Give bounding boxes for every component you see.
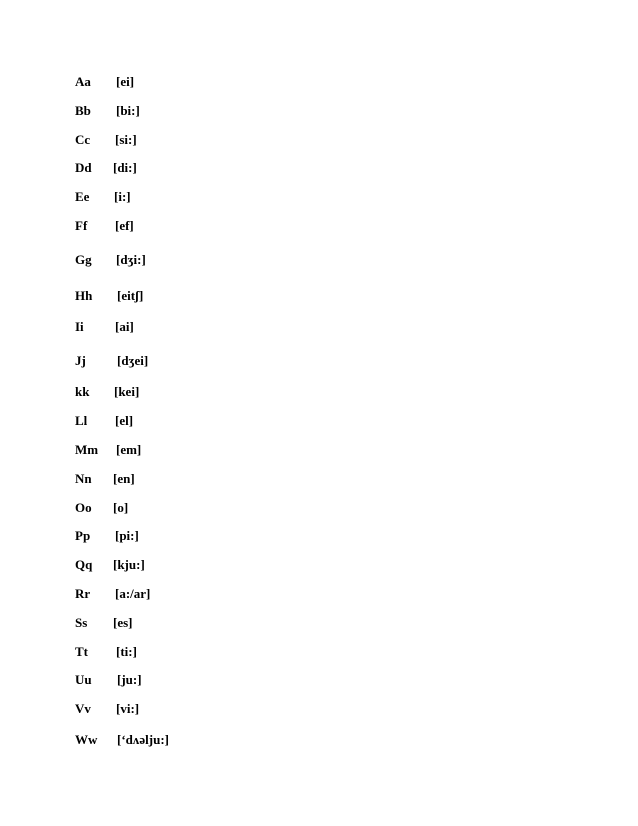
pronunciation-label: [bi:] <box>116 103 140 118</box>
letter-label: Ii <box>75 319 84 334</box>
letter-label: Nn <box>75 471 92 486</box>
letter-label: Pp <box>75 528 91 543</box>
pronunciation-label: [di:] <box>113 160 137 175</box>
letter-label: Hh <box>75 288 93 303</box>
pronunciation-label: [en] <box>113 471 135 486</box>
pronunciation-label: [kju:] <box>113 557 145 572</box>
letter-label: Ss <box>75 615 88 630</box>
pronunciation-label: [dʒei] <box>117 353 149 368</box>
letter-label: Bb <box>75 103 91 118</box>
letter-label: Aa <box>75 74 91 89</box>
pronunciation-label: [em] <box>116 442 142 457</box>
pronunciation-label: [‘dʌəlju:] <box>117 732 169 747</box>
letter-label: Jj <box>75 353 86 368</box>
pronunciation-label: [el] <box>115 413 134 428</box>
pronunciation-label: [o] <box>113 500 129 515</box>
pronunciation-label: [ti:] <box>116 644 137 659</box>
letter-label: Qq <box>75 557 93 572</box>
pronunciation-label: [vi:] <box>116 701 140 716</box>
letter-label: Rr <box>75 586 91 601</box>
pronunciation-label: [es] <box>113 615 133 630</box>
letter-label: Tt <box>75 644 88 659</box>
letter-label: kk <box>75 384 90 399</box>
letter-label: Cc <box>75 132 91 147</box>
letter-label: Dd <box>75 160 92 175</box>
letter-label: Ff <box>75 218 88 233</box>
letter-label: Ee <box>75 189 90 204</box>
letter-label: Gg <box>75 252 92 267</box>
pronunciation-label: [eitʃ] <box>117 288 144 303</box>
pronunciation-label: [pi:] <box>115 528 139 543</box>
pronunciation-label: [dʒi:] <box>116 252 146 267</box>
pronunciation-label: [i:] <box>114 189 131 204</box>
pronunciation-label: [ef] <box>115 218 134 233</box>
letter-label: Mm <box>75 442 99 457</box>
pronunciation-label: [a:/ar] <box>115 586 151 601</box>
letter-label: Ll <box>75 413 88 428</box>
pronunciation-label: [ei] <box>116 74 135 89</box>
pronunciation-label: [ju:] <box>117 672 142 687</box>
pronunciation-label: [kei] <box>114 384 140 399</box>
letter-label: Ww <box>75 732 98 747</box>
pronunciation-label: [ai] <box>115 319 134 334</box>
pronunciation-label: [si:] <box>115 132 137 147</box>
letter-label: Uu <box>75 672 92 687</box>
letter-label: Vv <box>75 701 91 716</box>
letter-label: Oo <box>75 500 92 515</box>
